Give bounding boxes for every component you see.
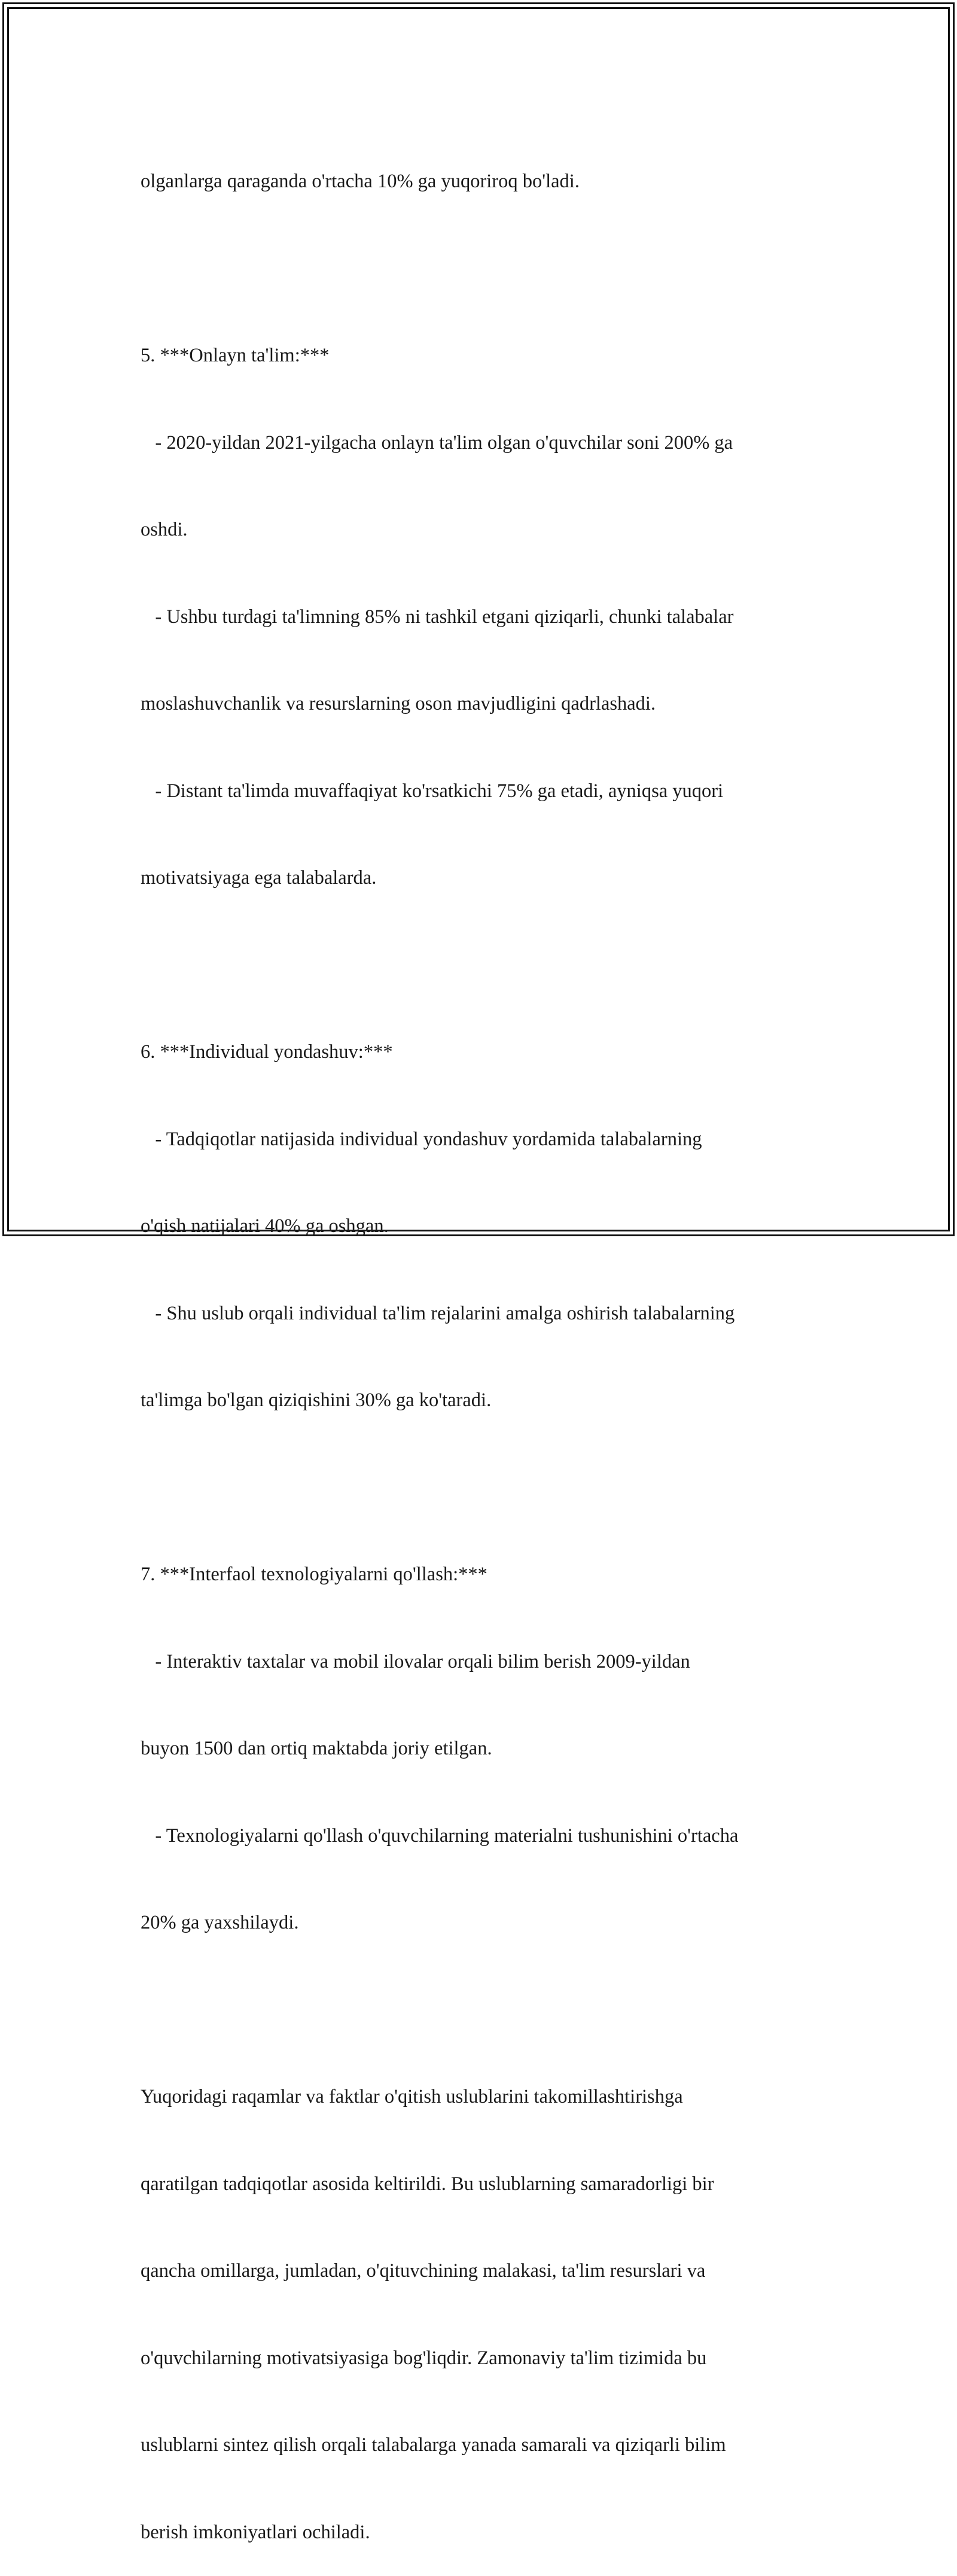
blank-line: [141, 1473, 822, 1503]
text-line: olganlarga qaraganda o'rtacha 10% ga yuqoriroq bo'ladi.: [141, 171, 580, 192]
text-line: - Shu uslub orqali individual ta'lim rejalarini amalga oshirish talabalarning: [141, 1302, 735, 1324]
text-line: 20% ga yaxshilaydi.: [141, 1912, 299, 1933]
text-line: - Interaktiv taxtalar va mobil ilovalar orqali bilim berish 2009-yildan: [141, 1650, 690, 1672]
conclusion-line: o'quvchilarning motivatsiyasiga bog'liqdir. Zamonaviy ta'lim tizimida bu: [141, 2347, 707, 2369]
conclusion-line: qaratilgan tadqiqotlar asosida keltirildi. Bu uslublarning samaradorligi bir: [141, 2173, 714, 2195]
text-line: - 2020-yildan 2021-yilgacha onlayn ta'lim olgan o'quvchilar soni 200% ga: [141, 431, 733, 454]
text-line: oshdi.: [141, 519, 188, 540]
section-heading-6: 6. ***Individual yondashuv:***: [141, 1041, 393, 1063]
text-line: ta'limga bo'lgan qiziqishini 30% ga ko'taradi.: [141, 1389, 492, 1411]
text-line: motivatsiyaga ega talabalarda.: [141, 867, 377, 889]
document-body: [141, 109, 822, 2576]
text-line: - Texnologiyalarni qo'llash o'quvchilarning materialni tushunishini o'rtacha: [141, 1824, 739, 1847]
section-heading-5: 5. ***Onlayn ta'lim:***: [141, 345, 330, 366]
blank-line: [141, 951, 822, 980]
text-line: buyon 1500 dan ortiq maktabda joriy etilgan.: [141, 1738, 492, 1759]
conclusion-line: qancha omillarga, jumladan, o'qituvchining malakasi, ta'lim resurslari va: [141, 2260, 706, 2282]
blank-line: [141, 254, 822, 284]
conclusion-line: berish imkoniyatlari ochiladi.: [141, 2521, 370, 2543]
blank-line: [141, 1996, 822, 2025]
text-line: - Ushbu turdagi ta'limning 85% ni tashkil etgani qiziqarli, chunki talabalar: [141, 606, 734, 628]
text-line: - Distant ta'limda muvaffaqiyat ko'rsatkichi 75% ga etadi, ayniqsa yuqori: [141, 780, 724, 802]
conclusion-line: uslublarni sintez qilish orqali talabalarga yanada samarali va qiziqarli bilim: [141, 2434, 726, 2456]
text-line: o'qish natijalari 40% ga oshgan.: [141, 1215, 389, 1237]
section-heading-7: 7. ***Interfaol texnologiyalarni qo'llash:***: [141, 1564, 487, 1585]
text-line: - Tadqiqotlar natijasida individual yondashuv yordamida talabalarning: [141, 1128, 702, 1150]
conclusion-line: Yuqoridagi raqamlar va faktlar o'qitish uslublarini takomillashtirishga: [141, 2086, 683, 2107]
text-line: moslashuvchanlik va resurslarning oson mavjudligini qadrlashadi.: [141, 693, 656, 714]
